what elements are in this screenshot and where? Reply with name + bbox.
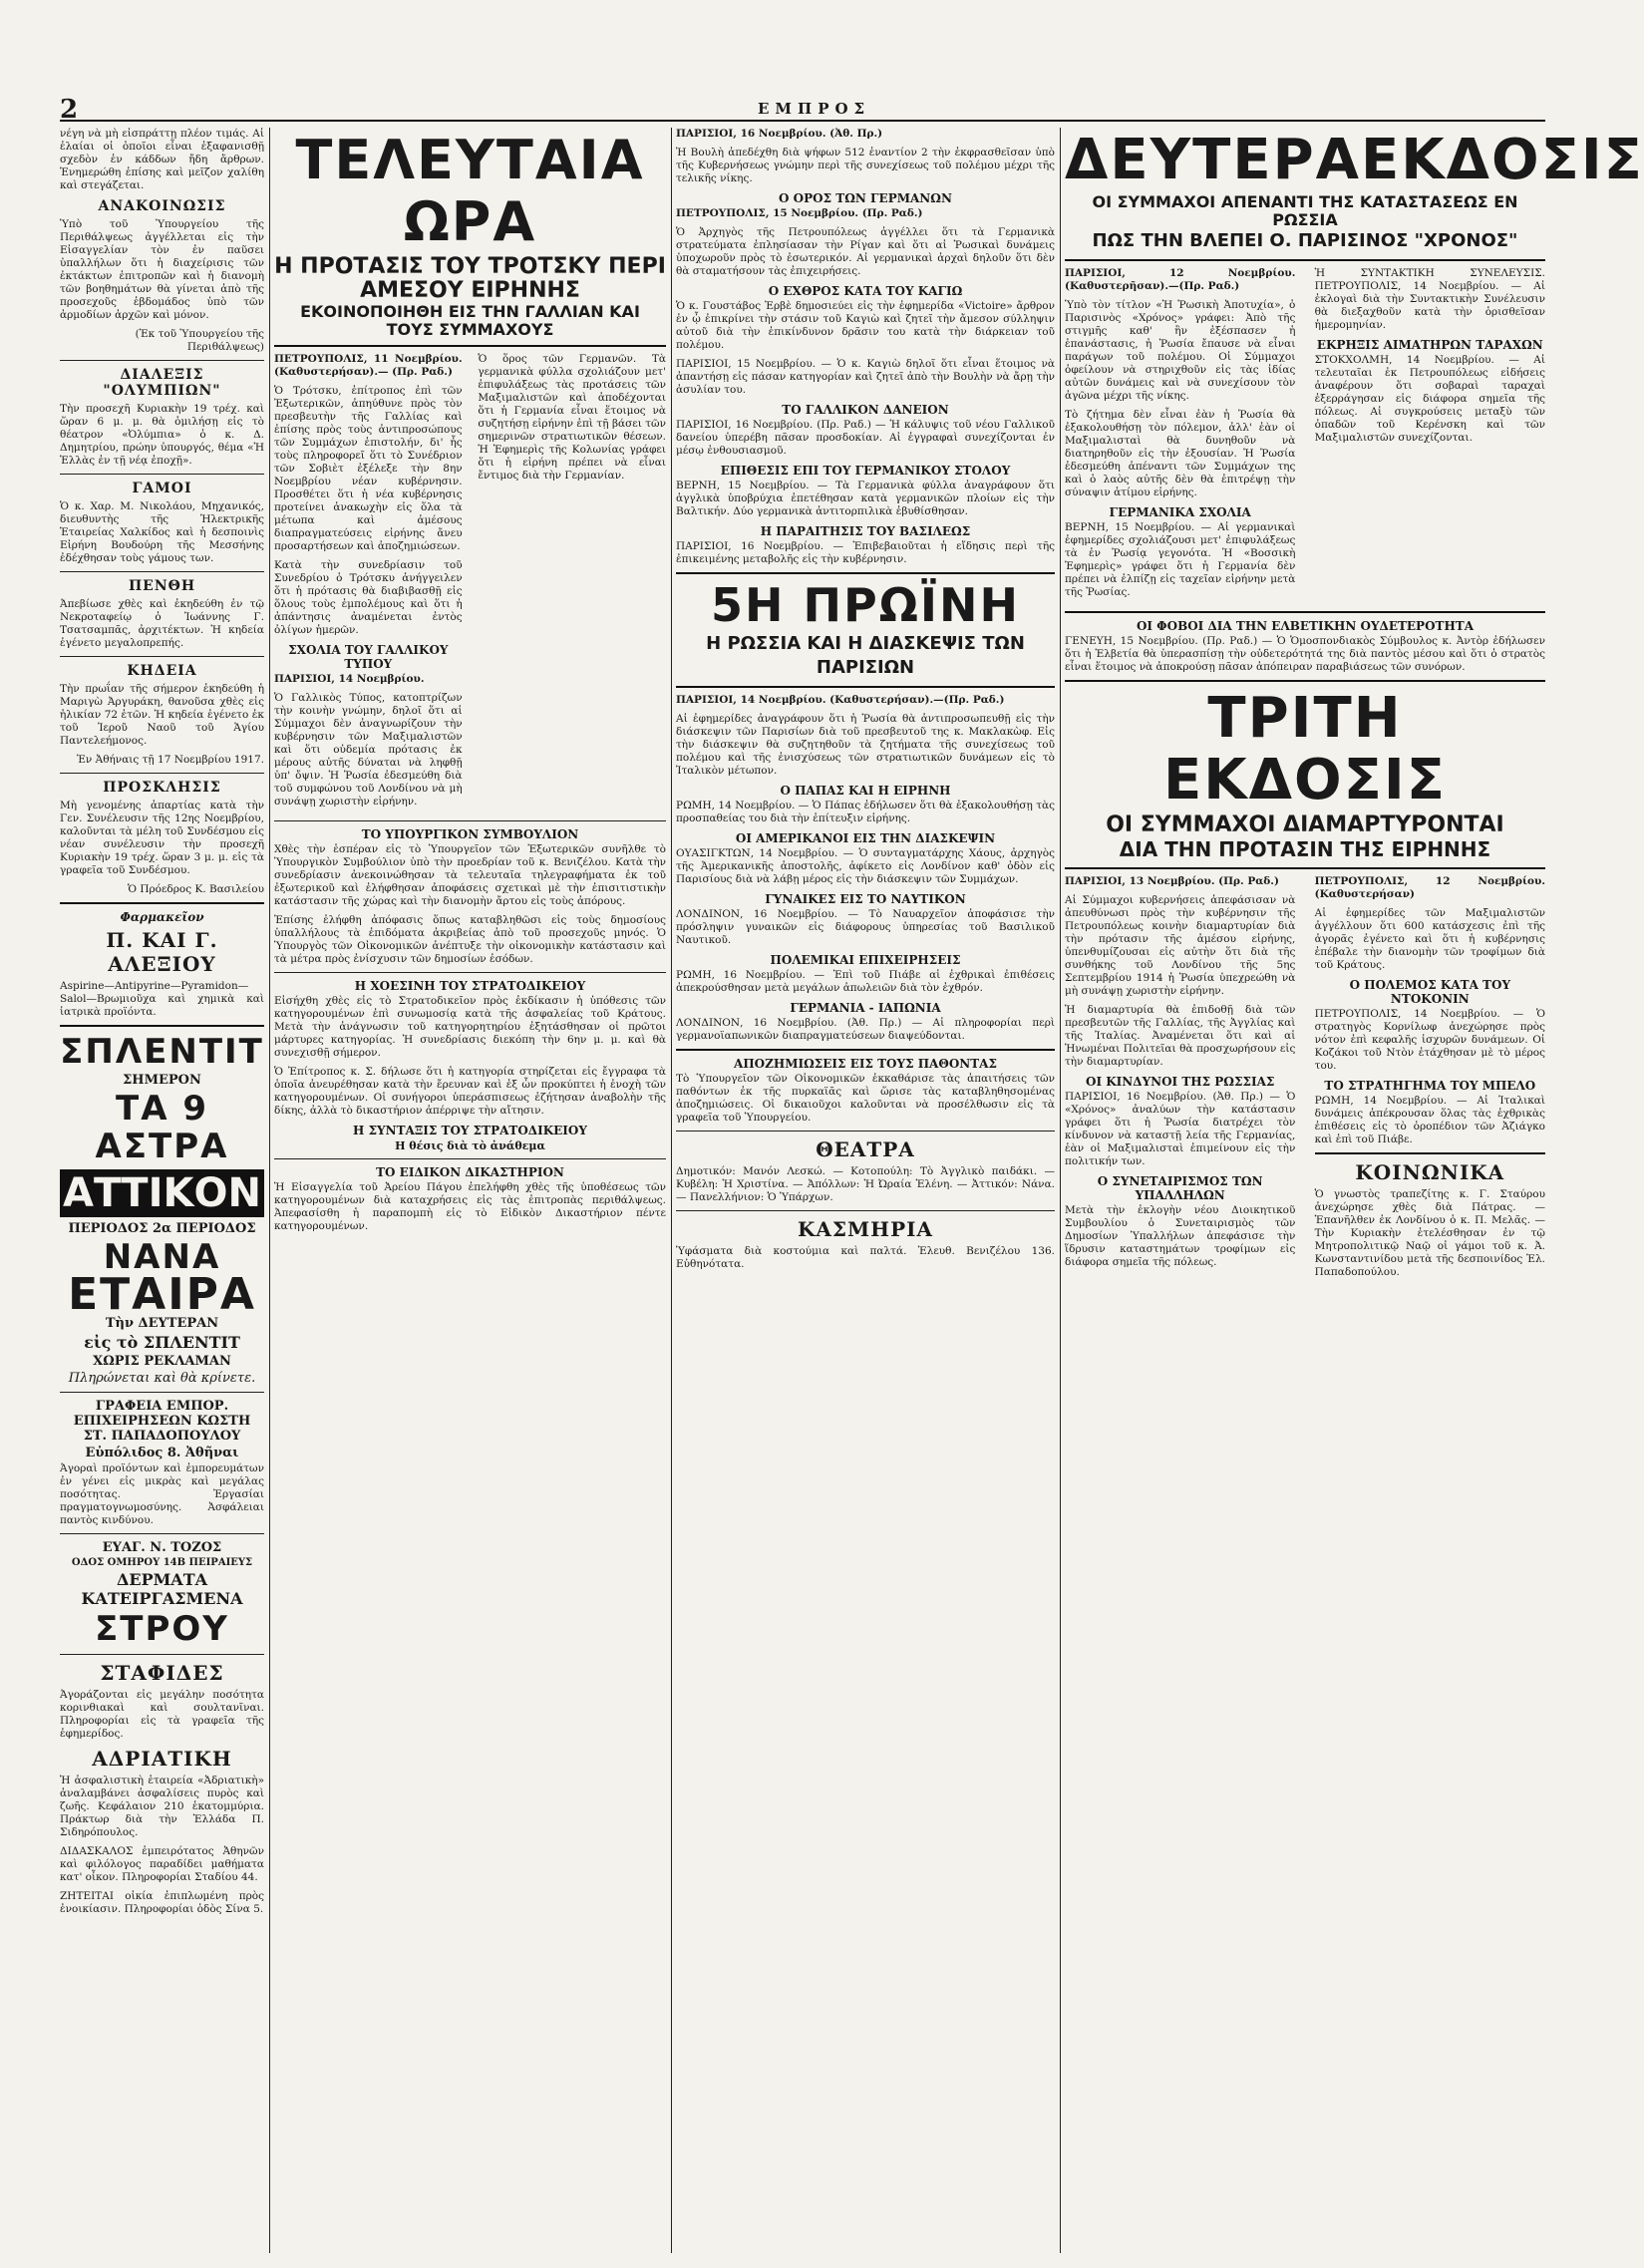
heading-epithesis: ΕΠΙΘΕΣΙΣ ΕΠΙ ΤΟΥ ΓΕΡΜΑΝΙΚΟΥ ΣΤΟΛΟΥ — [720, 464, 1011, 478]
ad-adriatiki: ΑΔΡΙΑΤΙΚΗ — [92, 1747, 232, 1771]
text-stratigia: ΡΩΜΗ, 14 Νοεμβρίου. — Αἱ Ἰταλικαὶ δυνάμεις ἀπέκρουσαν ὅλας τὰς ἐχθρικὰς ἐπιθέσεις εἰς τὸ ὀροπέδιον τῶν Ἀζιάγκο καὶ ἐπὶ τοῦ Πιάβε. — [1314, 1095, 1545, 1145]
heading-stratigia: ΤΟ ΣΤΡΑΤΗΓΗΜΑ ΤΟΥ ΜΠΕΛΟ — [1324, 1079, 1536, 1093]
article-left — [1065, 875, 1295, 1285]
heading-kasmiria: ΚΑΣΜΗΡΙΑ — [798, 1217, 933, 1241]
divider — [1065, 611, 1545, 613]
ad-grafeia: ΓΡΑΦΕΙΑ ΕΜΠΟΡ. ΕΠΙΧΕΙΡΗΣΕΩΝ ΚΩΣΤΗ ΣΤ. ΠΑΠΑΔΟΠΟΥΛΟΥ — [73, 1399, 251, 1444]
signature-prosklisis: Ὁ Πρόεδρος Κ. Βασιλείου — [127, 883, 264, 895]
divider — [60, 571, 264, 572]
banner-subtitle: Η ΠΡΟΤΑΣΙΣ ΤΟΥ ΤΡΟΤΣΚΥ ΠΕΡΙ ΑΜΕΣΟΥ ΕΙΡΗΝΗΣ — [274, 254, 666, 303]
article-right-text: Αἱ ἐφημερίδες τῶν Μαξιμαλιστῶν ἀγγέλλουν ὅτι 600 κατάσχεσις ἐπὶ τῆς ἀγορᾶς ἐγένετο καὶ ὅτι ἡ κυβέρνησις ἐπέβαλε τὴν διανομὴν τῶν τροφίμων διὰ τοῦ Κράτους. — [1314, 907, 1545, 971]
dateline: ΠΑΡΙΣΙΟΙ, 13 Νοεμβρίου. (Πρ. Ραδ.) — [1065, 875, 1279, 887]
farmakeion-name: Π. ΚΑΙ Γ. ΑΛΕΞΙΟΥ — [106, 928, 218, 976]
column-3 — [676, 128, 1055, 2253]
divider — [60, 902, 264, 904]
divider — [60, 1654, 264, 1655]
column-2 — [274, 128, 666, 2253]
masthead: ΕΜΠΡΟΣ — [758, 100, 871, 118]
heading-thesis: Η θέσις διὰ τὸ ἀνάθεμα — [395, 1139, 545, 1152]
two-column-article — [1065, 875, 1545, 1285]
text-gamoi: Ὁ κ. Χαρ. Μ. Νικολάου, Μηχανικός, διευθυντὴς τῆς Ἠλεκτρικῆς Ἑταιρείας Χαλκίδος καὶ ἡ δεσποινὶς Εἰρήνη Βουδούρη τῆς Μεσσήνης ἐδέχθησαν τοὺς γάμους των. — [60, 500, 264, 564]
signature-kideia: Ἐν Ἀθήναις τῇ 17 Νοεμβρίου 1917. — [76, 754, 264, 766]
divider — [60, 474, 264, 475]
divider — [60, 1392, 264, 1393]
text-theatra: Δημοτικόν: Μανόν Λεσκώ. — Κοτοπούλη: Τὸ Ἀγγλικὸ παιδάκι. — Κυβέλη: Ἡ Χριστίνα. — Ἀπόλλων: Ἡ Ὠραία Ἑλένη. — Ἀττικόν: Νάνα. — Πανελλήνιον: Ὁ Ὑπάρχων. — [676, 1165, 1055, 1203]
article-text: Αἱ Σύμμαχοι κυβερνήσεις ἀπεφάσισαν νὰ ἀπευθύνωσι πρὸς τὴν κυβέρνησιν τῆς Πετρουπόλεως κοινὴν διαμαρτυρίαν διὰ τὴν πρότασιν τῆς ἀμέσου εἰρήνης, ὑπενθυμίζουσαι εἰς αὐτὴν ὅτι διὰ τῆς συνθήκης τοῦ Λονδίνου τῆς 5ης Σεπτεμβρίου 1914 ἡ Ῥωσία ὑπεχρεώθη νὰ μὴ συνάψῃ χωριστὴν εἰρήνην. — [1065, 894, 1296, 997]
ad-attikon: ΑΤΤΙΚΟΝ — [60, 1169, 264, 1217]
farmakeion-text: Aspirine—Antipyrine—Pyramidon—Salol—Βρωμιοῦχα καὶ χημικὰ καὶ ἰατρικὰ προϊόντα. — [60, 980, 264, 1018]
text-apozimioseis: Τὸ Ὑπουργεῖον τῶν Οἰκονομικῶν ἐκκαθάρισε τὰς ἀπαιτήσεις τῶν παθόντων ἐκ τῆς πυρκαϊᾶς καὶ ὥρισε τὰς καταβληθησομένας ἀποζημιώσεις. Οἱ δικαιοῦχοι καλοῦνται νὰ προσέλθωσιν εἰς τὰ γραφεῖα τοῦ Ὑπουργείου. — [676, 1073, 1055, 1124]
heading-germanika: ΓΕΡΜΑΝΙΚΑ ΣΧΟΛΙΑ — [1109, 505, 1251, 519]
divider — [274, 1158, 666, 1159]
article-right — [1315, 875, 1545, 1285]
banner-deutera-ekdosis: ΔΕΥΤΕΡΑΕΚΔΟΣΙΣ — [1065, 128, 1644, 192]
heading-fovoi: ΟΙ ΦΟΒΟΙ ΔΙΑ ΤΗΝ ΕΛΒΕΤΙΚΗΝ ΟΥΔΕΤΕΡΟΤΗΤΑ — [1136, 619, 1475, 633]
divider — [60, 1025, 264, 1027]
text-germania: ΛΟΝΔΙΝΟΝ, 16 Νοεμβρίου. (Ἀθ. Πρ.) — Αἱ πληροφορίαι περὶ γερμανοϊαπωνικῶν διαπραγματεύσεων διαψεύδονται. — [676, 1017, 1055, 1042]
heading-gallikon: ΤΟ ΓΑΛΛΙΚΟΝ ΔΑΝΕΙΟΝ — [782, 403, 949, 417]
two-column-article — [274, 353, 666, 814]
divider — [676, 572, 1055, 574]
text-prosklisis: Μὴ γενομένης ἀπαρτίας κατὰ τὴν Γεν. Συνέλευσιν τῆς 12ης Νοεμβρίου, καλοῦνται τὰ μέλη τοῦ Συνδέσμου εἰς νέαν συνέλευσιν τὴν προσεχῆ Κυριακὴν 19 τρέχ. ὥραν 3 μ. μ. εἰς τὰ γραφεῖα τοῦ Συνδέσμου. — [60, 800, 264, 876]
text-kasmiria: Ὑφάσματα διὰ κοστούμια καὶ παλτά. Ἐλευθ. Βενιζέλου 136. Εὐθηνότατα. — [676, 1245, 1055, 1270]
text-polemikai: ΡΩΜΗ, 16 Νοεμβρίου. — Ἐπὶ τοῦ Πιάβε αἱ ἐχθρικαὶ ἐπιθέσεις ἀπεκρούσθησαν μετὰ μεγάλων ἀπωλειῶν διὰ τὸν ἐχθρόν. — [676, 969, 1055, 994]
heading-aimat: ΕΚΡΗΞΙΣ ΑΙΜΑΤΗΡΩΝ ΤΑΡΑΧΩΝ — [1316, 338, 1543, 352]
text-gynaikes: ΛΟΝΔΙΝΟΝ, 16 Νοεμβρίου. — Τὸ Ναυαρχεῖον ἀποφάσισε τὴν πρόσληψιν γυναικῶν εἰς διάφορους ὑπηρεσίας τοῦ Βασιλικοῦ Ναυτικοῦ. — [676, 908, 1055, 946]
divider — [274, 345, 666, 347]
banner-deutera-subtitle-2: ΠΩΣ ΤΗΝ ΒΛΕΠΕΙ Ο. ΠΑΡΙΣΙΝΟΣ "ΧΡΟΝΟΣ" — [1092, 230, 1518, 251]
ad-xoris: ΧΩΡΙΣ ΡΕΚΛΑΜΑΝ — [93, 1354, 231, 1369]
heading-anakoinoseis: ΑΝΑΚΟΙΝΩΣΙΣ — [98, 198, 226, 214]
text-xoesin-2: Ὁ Ἐπίτροπος κ. Σ. δήλωσε ὅτι ἡ κατηγορία στηρίζεται εἰς ἔγγραφα τὰ ὁποῖα ἀνευρέθησαν κατὰ τὴν ἔρευναν καὶ ἐξ ὧν προκύπτει ἡ ἐνοχὴ τῶν κατηγορουμένων. Οἱ συνήγοροι ὑπεράσπισεως ἐζήτησαν ἀναβολὴν τῆς δίκης, ἀλλὰ τὸ δικαστήριον ἀπέρριψε τὴν αἴτησιν. — [274, 1066, 666, 1117]
divider — [676, 1049, 1055, 1051]
ad-eis-to: εἰς τὸ ΣΠΛΕΝΤΙΤ — [84, 1333, 240, 1352]
heading-germania: ΓΕΡΜΑΝΙΑ - ΙΑΠΩΝΙΑ — [790, 1001, 941, 1015]
heading-gamoi: ΓΑΜΟΙ — [132, 481, 192, 496]
banner-triti-subtitle-2: ΔΙΑ ΤΗΝ ΠΡΟΤΑΣΙΝ ΤΗΣ ΕΙΡΗΝΗΣ — [1119, 837, 1491, 861]
ad-tozos: ΕΥΑΓ. Ν. ΤΟΖΟΣ — [102, 1540, 222, 1555]
heading-amerikanoi: ΟΙ ΑΜΕΡΙΚΑΝΟΙ ΕΙΣ ΤΗΝ ΔΙΑΣΚΕΨΙΝ — [735, 831, 996, 845]
divider — [60, 1533, 264, 1534]
divider — [1065, 867, 1545, 869]
heading-kideia: ΚΗΔΕΙΑ — [127, 663, 197, 679]
text-fovoi: ΓΕΝΕΥΗ, 15 Νοεμβρίου. (Πρ. Ραδ.) — Ὁ Ὁμοσπονδιακὸς Σύμβουλος κ. Ἀντὸρ ἐδήλωσεν ὅτι ἡ Ἑλβετία θὰ ὑπερασπίσῃ τὴν οὐδετερότητά της διὰ παντὸς μέσου καὶ ὅτι ὁ στρατὸς εἶναι ἕτοιμος νὰ ἀποκρούσῃ πᾶσαν ἀπόπειραν παραβιάσεως τῶν συνόρων. — [1065, 635, 1545, 673]
text-gallikon: ΠΑΡΙΣΙΟΙ, 16 Νοεμβρίου. (Πρ. Ραδ.) — Ἡ κάλυψις τοῦ νέου Γαλλικοῦ δανείου ὑπερέβη πᾶσαν προσδοκίαν. Αἱ ἐγγραφαὶ συνεχίζονται ἐν μέσῳ ἐνθουσιασμοῦ. — [676, 419, 1055, 457]
heading-koinonika: ΚΟΙΝΩΝΙΚΑ — [1355, 1160, 1505, 1184]
banner-subtitle-2: ΕΚΟΙΝΟΠΟΙΗΘΗ ΕΙΣ ΤΗΝ ΓΑΛΛΙΑΝ ΚΑΙ ΤΟΥΣ ΣΥΜΜΑΧΟΥΣ — [300, 302, 640, 339]
divider — [676, 686, 1055, 688]
heading-synetairismos: Ο ΣΥΝΕΤΑΙΡΙΣΜΟΣ ΤΩΝ ΥΠΑΛΛΗΛΩΝ — [1097, 1174, 1263, 1202]
text-koinonika: Ὁ γνωστὸς τραπεζίτης κ. Γ. Σταύρου ἀνεχώρησε χθὲς διὰ Πάτρας. — Ἐπανῆλθεν ἐκ Λονδίνου ὁ κ. Π. Μελᾶς. — Τὴν Κυριακὴν ἐτελέσθησαν ἐν τῷ Μητροπολιτικῷ Ναῷ οἱ γάμοι τοῦ κ. Ἀ. Κωνσταντινίδου μετὰ τῆς δεσποινίδος Ἑλ. Παπαδοπούλου. — [1314, 1188, 1545, 1278]
heading-ypourgikon: ΤΟ ΥΠΟΥΡΓΙΚΟΝ ΣΥΜΒΟΥΛΙΟΝ — [361, 827, 579, 841]
ad-ta9astra: ΤΑ 9 ΑΣΤΡΑ — [95, 1089, 229, 1166]
column-divider — [1060, 128, 1061, 2253]
divider — [1315, 1152, 1545, 1154]
article-text: Ὁ Τρότσκυ, ἐπίτροπος ἐπὶ τῶν Ἐξωτερικῶν, ἀπηύθυνε πρὸς τὸν πρεσβευτὴν τῆς Γαλλίας καὶ ἐπίσης πρὸς τοὺς ἀντιπροσώπους τῶν Συμμάχων ἐπιστολήν, δι' ἧς τοὺς πληροφορεῖ ὅτι τὸ Συνέδριον τῶν Σοβιὲτ ἐξέλεξε τὴν 8ην Νοεμβρίου νέαν κυβέρνησιν. Προσθέτει ὅτι ἡ νέα κυβέρνησις προτείνει ἀνακωχὴν εἰς ὅλα τὰ μέτωπα καὶ ἀμέσους διαπραγματεύσεις εἰρήνης ἄνευ προσαρτήσεων καὶ ἀποζημιώσεων. — [274, 385, 463, 552]
ad-deuteran: Τὴν ΔΕΥΤΕΡΑΝ — [105, 1316, 219, 1331]
scholia-dateline: ΠΑΡΙΣΙΟΙ, 14 Νοεμβρίου. — [274, 673, 425, 685]
text-kinoynoi: ΠΑΡΙΣΙΟΙ, 16 Νοεμβρίου. (Ἀθ. Πρ.) — Ὁ «Χρόνος» ἀναλύων τὴν κατάστασιν γράφει ὅτι ἡ Ῥωσία διατρέχει τὸν κίνδυνον νὰ καταστῇ λεία τῆς Γερμανίας, ἐὰν οἱ Μαξιμαλισταὶ ἐπιμείνουν εἰς τὴν πολιτικήν των. — [1065, 1091, 1296, 1167]
banner-5h-proini: 5Η ΠΡΩΪΝΗ — [711, 578, 1020, 632]
text-oros: Ὁ Ἀρχηγὸς τῆς Πετρουπόλεως ἀγγέλλει ὅτι τὰ Γερμανικὰ στρατεύματα ἐπλησίασαν τὴν Ρίγαν καὶ ὅτι αἱ Ῥωσικαὶ δυνάμεις ὑποχωροῦν πρὸς τὸ ἐσωτερικόν. Αἱ γερμανικαὶ ἀρχαὶ δηλοῦν ὅτι δὲν θὰ σταματήσουν τὰς ἐπιχειρήσεις. — [676, 226, 1055, 277]
article-text: Ὑπὸ τὸν τίτλον «Ἡ Ῥωσικὴ Ἀποτυχία», ὁ Παρισινὸς «Χρόνος» γράφει: Ἀπὸ τῆς στιγμῆς καθ' ἣν ἐξέσπασεν ἡ ἐπανάστασις, ἡ Ῥωσία ἔπαυσε νὰ εἶναι παράγων τοῦ πολέμου. Οἱ Σύμμαχοι ὀφείλουν νὰ στηριχθοῦν εἰς τὰς ἰδίας αὐτῶν δυνάμεις καὶ νὰ συνεχίσουν τὸν ἀγῶνα μέχρι τῆς νίκης. — [1065, 299, 1296, 402]
heading-theatra: ΘΕΑΤΡΑ — [816, 1137, 915, 1161]
heading-gynaikes: ΓΥΝΑΙΚΕΣ ΕΙΣ ΤΟ ΝΑΥΤΙΚΟΝ — [765, 892, 966, 906]
ad-etaira: ΕΤΑΙΡΑ — [68, 1269, 256, 1320]
heading-syntaxis: Η ΣΥΝΤΑΞΙΣ ΤΟΥ ΣΤΡΑΤΟΔΙΚΕΙΟΥ — [353, 1124, 587, 1137]
banner-5h-subtitle: Η ΡΩΣΣΙΑ ΚΑΙ Η ΔΙΑΣΚΕΨΙΣ ΤΩΝ ΠΑΡΙΣΙΩΝ — [706, 633, 1025, 678]
intro-text: νέγη νὰ μὴ εἰσπράττῃ πλέον τιμάς. Αἱ ἐλαίαι οἱ ὁποῖοι εἶναι ἐξαφανισθῇ σχεδὸν ἐν κάδδων ἤδη ἄρθρων. Ἐνημερώθη ἐπίσης καὶ μεῖζον χαλίθη καὶ στεγάζεται. — [60, 128, 264, 191]
text-germanika: ΒΕΡΝΗ, 15 Νοεμβρίου. — Αἱ γερμανικαὶ ἐφημερίδες σχολιάζουσι μετ' ἐπιφυλάξεως τὰ ἐν Ῥωσίᾳ γεγονότα. Ἡ «Βοσσικὴ Ἐφημερὶς» γράφει ὅτι ἡ Γερμανία δὲν πρέπει νὰ ἐλπίζῃ εἰς ταχεῖαν εἰρήνην μετὰ τῆς Ῥωσίας. — [1065, 521, 1296, 598]
text-eidikon: Ἡ Εἰσαγγελία τοῦ Ἀρείου Πάγου ἐπελήφθη χθὲς τῆς ὑποθέσεως τῶν κατηγορουμένων διὰ καταχρήσεις εἰς τὰς ἐπιτροπὰς περιθάλψεως. Ἀπεφασίσθη ἡ παραπομπὴ εἰς τὸ Εἰδικὸν Δικαστήριον πέντε κατηγορουμένων. — [274, 1181, 666, 1232]
ad-stafides-text: Ἀγοράζονται εἰς μεγάλην ποσότητα κορινθιακαὶ καὶ σουλτανῖναι. Πληροφορίαι εἰς τὰ γραφεῖα τῆς ἐφημερίδος. — [60, 1689, 264, 1740]
text-papas: ΡΩΜΗ, 14 Νοεμβρίου. — Ὁ Πάπας ἐδήλωσεν ὅτι θὰ ἐξακολουθήσῃ τὰς προσπαθείας του διὰ τὴν ἐπίτευξιν εἰρήνης. — [676, 800, 1055, 824]
divider — [1065, 680, 1545, 682]
ad-grafeia-text: Ἀγοραὶ προϊόντων καὶ ἐμπορευμάτων ἐν γένει εἰς μικρὰς καὶ μεγάλας ποσότητας. Ἐργασίαι πραγματογνωμοσύνης. Ἀσφάλειαι παντὸς κινδύνου. — [60, 1462, 264, 1526]
divider — [274, 820, 666, 821]
dateline: ΠΑΡΙΣΙΟΙ, 12 Νοεμβρίου. (Καθυστερῆσαν).—(Πρ. Ραδ.) — [1065, 267, 1296, 292]
text-kafigo: Ὁ κ. Γουστάβος Ἐρβὲ δημοσιεύει εἰς τὴν ἐφημερίδα «Victoire» ἄρθρον ἐν ᾧ ἐπικρίνει τὴν στάσιν τοῦ Καγιὼ καὶ ζητεῖ τὴν ἄμεσον σύλληψιν αὐτοῦ διὰ τὴν ἐπικίνδυνον δρᾶσιν του κατὰ τὴν διάρκειαν τοῦ πολέμου. — [676, 300, 1055, 351]
column-divider — [269, 128, 270, 2253]
text-epithesis: ΒΕΡΝΗ, 15 Νοεμβρίου. — Τὰ Γερμανικὰ φύλλα ἀναγράφουν ὅτι ἀγγλικὰ ὑποβρύχια ἐπετέθησαν κατὰ γερμανικῶν πλοίων εἰς τὴν Βαλτικήν. Δύο γερμανικὰ ἀντιτορπιλικὰ ἐβυθίσθησαν. — [676, 480, 1055, 517]
text-kafigo-2: ΠΑΡΙΣΙΟΙ, 15 Νοεμβρίου. — Ὁ κ. Καγιὼ δηλοῖ ὅτι εἶναι ἕτοιμος νὰ ἀπαντήσῃ εἰς πάσαν κατηγορίαν καὶ ζητεῖ ἀπὸ τὴν Βουλὴν νὰ ἄρῃ τὴν ἀσυλίαν του. — [676, 358, 1055, 396]
heading-papas: Ο ΠΑΠΑΣ ΚΑΙ Η ΕΙΡΗΝΗ — [780, 784, 951, 798]
ad-stroy: ΣΤΡΟΥ — [95, 1609, 229, 1649]
text-ypourgikon-2: Ἐπίσης ἐλήφθη ἀπόφασις ὅπως καταβληθῶσι εἰς τοὺς δημοσίους ὑπαλλήλους τὰ ἐπιδόματα ἀκριβείας ἀπὸ τοῦ προσεχοῦς μηνός. Ὁ Ὑπουργὸς τῶν Οἰκονομικῶν ἀνέπτυξε τὴν οἰκονομικὴν κατάστασιν καὶ τὰ μέτρα πρὸς ἐνίσχυσιν τῶν δημοσίων ἐσόδων. — [274, 914, 666, 965]
article-right — [1315, 267, 1545, 605]
top-rule — [60, 120, 1545, 122]
text-dialexis: Τὴν προσεχῆ Κυριακὴν 19 τρέχ. καὶ ὥραν 6 μ. μ. θὰ ὁμιλήσῃ εἰς τὸ θέατρον «Ὀλύμπια» ὁ κ. Δ. Δημητρίου, πρώην ὑπουργός, θέμα «Ἡ Ἑλλὰς ἐν τῇ νέᾳ ἐποχῇ». — [60, 403, 264, 467]
ad-simeron: ΣΗΜΕΡΟΝ — [123, 1073, 201, 1088]
ad-grafeia-addr: Εὐπόλιδος 8. Ἀθῆναι — [85, 1446, 239, 1460]
heading-apozimioseis: ΑΠΟΖΗΜΙΩΣΕΙΣ ΕΙΣ ΤΟΥΣ ΠΑΘΟΝΤΑΣ — [734, 1057, 997, 1071]
b-dateline: ΠΑΡΙΣΙΟΙ, 14 Νοεμβρίου. (Καθυστερήσαν).—(Πρ. Ραδ.) — [676, 694, 1005, 706]
divider — [1065, 259, 1545, 261]
banner-triti-ekdosis: ΤΡΙΤΗ ΕΚΔΟΣΙΣ — [1163, 686, 1447, 812]
b-text: Αἱ ἐφημερίδες ἀναγράφουν ὅτι ἡ Ῥωσία θὰ ἀντιπροσωπευθῇ εἰς τὴν διάσκεψιν τῶν Παρισίων διὰ τοῦ πρεσβευτοῦ της κ. Μακλακὼφ. Εἰς τὴν διάσκεψιν θὰ συζητηθοῦν τὰ ζητήματα τῆς συνεχίσεως τοῦ πολέμου καὶ τῆς ἐνισχύσεως τῶν στρατιωτικῶν δυνάμεων εἰς τὸ Ἰταλικὸν μέτωπον. — [676, 713, 1055, 777]
divider — [60, 360, 264, 361]
divider — [676, 1210, 1055, 1211]
column-4 — [1065, 128, 1644, 2253]
ad-xoris-sub: Πληρώνεται καὶ θὰ κρίνετε. — [68, 1371, 256, 1386]
article-right-text: Ὁ ὅρος τῶν Γερμανῶν. Τὰ γερμανικὰ φύλλα σχολιάζουν μετ' ἐπιφυλάξεως τὰς προτάσεις τῶν Μαξιμαλιστῶν καὶ ἀποδέχονται ὅτι ἡ Γερμανία εἶναι ἕτοιμος νὰ συζητήσῃ εἰρήνην ἐπὶ τῇ βάσει τῶν σημερινῶν στρατιωτικῶν θέσεων. Ἡ Ἐφημερὶς τῆς Κολωνίας γράφει ὅτι ἡ εἰρήνη πρέπει νὰ εἶναι ἔντιμος διὰ τὴν Γερμανίαν. — [478, 353, 666, 482]
oros-dateline: ΠΕΤΡΟΥΠΟΛΙΣ, 15 Νοεμβρίου. (Πρ. Ραδ.) — [676, 207, 923, 219]
heading-paraitisis: Η ΠΑΡΑΙΤΗΣΙΣ ΤΟΥ ΒΑΣΙΛΕΩΣ — [760, 524, 971, 538]
text-ypourgikon: Χθὲς τὴν ἑσπέραν εἰς τὸ Ὑπουργεῖον τῶν Ἐξωτερικῶν συνῆλθε τὸ Ὑπουργικὸν Συμβούλιον ὑπὸ τὴν προεδρίαν τοῦ κ. Βενιζέλου. Κατὰ τὴν συνεδρίασιν ἀνεκοινώθησαν τὰ τελευταῖα τηλεγραφήματα ἐκ τοῦ ἐξωτερικοῦ καὶ ἐλήφθησαν ἀποφάσεις σχετικαὶ μὲ τὴν ἐπισιτιστικὴν κατάστασιν τῆς χώρας καὶ τὴν διανομὴν ἄρτου εἰς τοὺς ἀπόρους. — [274, 843, 666, 907]
ad-periodos: ΠΕΡΙΟΔΟΣ 2α ΠΕΡΙΟΔΟΣ — [68, 1221, 256, 1236]
text-anakoinoseis: Ὑπὸ τοῦ Ὑπουργείου τῆς Περιθάλψεως ἀγγέλλεται εἰς τὴν Εἰσαγγελίαν τὸν ἐν παῦσει ὑπαλλήλων ὅτι ἡ διαχείρισις τῶν ἐκτάκτων ἐπιτροπῶν καὶ ἡ διανομὴ τῶν βοηθημάτων θὰ γίνεται ἀπὸ τῆς προσεχοῦς ἑβδομάδος ὑπὸ τῶν ἀρμοδίων ἀρχῶν καὶ μόνον. — [60, 218, 264, 321]
heading-farmakeion: Φαρμακεῖον — [120, 910, 204, 924]
text-aimat: ΣΤΟΚΧΟΛΜΗ, 14 Νοεμβρίου. — Αἱ τελευταῖαι ἐκ Πετρουπόλεως εἰδήσεις ἀναφέρουν ὅτι σοβαραὶ ταραχαὶ ἐξερράγησαν εἰς διάφορα σημεῖα τῆς πόλεως. Αἱ συγκρούσεις μεταξὺ τῶν ὀπαδῶν τοῦ Κερένσκη καὶ τῶν Μαξιμαλιστῶν συνεχίζονται. — [1314, 354, 1545, 444]
ad-adriatiki-text: Ἡ ἀσφαλιστικὴ ἑταιρεία «Ἀδριατικὴ» ἀναλαμβάνει ἀσφαλίσεις πυρὸς καὶ ζωῆς. Κεφάλαιον 210 ἑκατομμύρια. Πράκτωρ διὰ τὴν Ἑλλάδα Π. Σιδηρόπουλος. — [60, 1775, 264, 1838]
column-divider — [671, 128, 672, 2253]
divider — [676, 1131, 1055, 1132]
heading-prosklisis: ΠΡΟΣΚΛΗΣΙΣ — [103, 780, 221, 796]
text-amerikanoi: ΟΥΑΣΙΓΚΤΩΝ, 14 Νοεμβρίου. — Ὁ συνταγματάρχης Χάους, ἀρχηγὸς τῆς Ἀμερικανικῆς ἀποστολῆς, ἀφίκετο εἰς Λονδίνον καθ' ὁδὸν εἰς Παρισίους διὰ νὰ λάβῃ μέρος εἰς τὴν διάσκεψιν τῶν Συμμάχων. — [676, 847, 1055, 885]
article-text: Ἡ Βουλὴ ἀπεδέχθη διὰ ψήφων 512 ἐναντίον 2 τὴν ἐκφρασθεῖσαν ὑπὸ τῆς Κυβερνήσεως γνώμην περὶ τῆς συνεχίσεως τοῦ πολέμου μέχρι τῆς τελικῆς νίκης. — [676, 147, 1055, 184]
text-xoesin: Εἰσήχθη χθὲς εἰς τὸ Στρατοδικεῖον πρὸς ἐκδίκασιν ἡ ὑπόθεσις τῶν κατηγορουμένων ἐπὶ συνωμοσίᾳ κατὰ τῆς ἀσφαλείας τοῦ Κράτους. Μετὰ τὴν ἀνάγνωσιν τοῦ κατηγορητηρίου ἐξητάσθησαν οἱ πρῶτοι μάρτυρες κατηγορίας. Ἡ συνεδρίασις διεκόπη τὴν 6ην μ. μ. καὶ θὰ συνεχισθῇ σήμερον. — [274, 995, 666, 1059]
dateline: ΠΕΤΡΟΥΠΟΛΙΣ, 12 Νοεμβρίου. (Καθυστερήσαν) — [1314, 875, 1545, 900]
heading-polemikai: ΠΟΛΕΜΙΚΑΙ ΕΠΙΧΕΙΡΗΣΕΙΣ — [770, 953, 961, 967]
two-column-article — [1065, 267, 1545, 605]
text-penthi: Ἀπεβίωσε χθὲς καὶ ἐκηδεύθη ἐν τῷ Νεκροταφείῳ ὁ Ἰωάννης Γ. Τσατσαμπᾶς, ἀρχιτέκτων. Ἡ κηδεία ἐγένετο μεγαλοπρεπής. — [60, 598, 264, 649]
article-text-2: Ἡ διαμαρτυρία θὰ ἐπιδοθῇ διὰ τῶν πρεσβευτῶν τῆς Γαλλίας, τῆς Ἀγγλίας καὶ τῆς Ἰταλίας. Ἀναμένεται ὅτι καὶ αἱ Ἡνωμέναι Πολιτεῖαι θὰ προσχωρήσουν εἰς τὴν διαμαρτυρίαν. — [1065, 1004, 1296, 1068]
ad-nana: ΝΑΝΑ — [103, 1237, 221, 1277]
article-text-2: Τὸ ζήτημα δὲν εἶναι ἐὰν ἡ Ῥωσία θὰ ἐξακολουθήσῃ τὸν πόλεμον, ἀλλ' ἐὰν οἱ Μαξιμαλισταὶ θὰ δυνηθοῦν νὰ διατηρηθοῦν εἰς τὴν ἐξουσίαν. Ἡ Ῥωσία ἐδεσμεύθη ἀπέναντι τῶν Συμμάχων της καὶ ὁ λαὸς αὐτῆς δὲν θὰ ἐπιτρέψῃ τὴν σύναψιν ἀτίμου εἰρήνης. — [1065, 409, 1296, 498]
divider — [60, 773, 264, 774]
divider — [60, 656, 264, 657]
heading-xoesin: Η ΧΟΕΣΙΝΗ ΤΟΥ ΣΤΡΑΤΟΔΙΚΕΙΟΥ — [354, 979, 586, 993]
banner-triti-subtitle: ΟΙ ΣΥΜΜΑΧΟΙ ΔΙΑΜΑΡΤΥΡΟΝΤΑΙ — [1106, 812, 1504, 837]
ad-splendit: ΣΠΛΕΝΤΙΤ — [60, 1032, 264, 1072]
heading-eidikon: ΤΟ ΕΙΔΙΚΟΝ ΔΙΚΑΣΤΗΡΙΟΝ — [376, 1165, 564, 1179]
dateline: ΠΑΡΙΣΙΟΙ, 16 Νοεμβρίου. (Ἀθ. Πρ.) — [676, 128, 883, 140]
text-kideia: Τὴν πρωΐαν τῆς σήμερον ἐκηδεύθη ἡ Μαριγὼ Ἀργυράκη, θανοῦσα χθὲς εἰς ἡλικίαν 72 ἐτῶν. Ἡ κηδεία ἐγένετο ἐκ τοῦ Ἱεροῦ Ναοῦ τοῦ Ἁγίου Παντελεήμονος. — [60, 683, 264, 747]
signature-anakoinoseis: (Ἐκ τοῦ Ὑπουργείου τῆς Περιθάλψεως) — [135, 328, 264, 353]
text-synetairismos: Μετὰ τὴν ἐκλογὴν νέου Διοικητικοῦ Συμβουλίου ὁ Συνεταιρισμὸς τῶν Δημοσίων Ὑπαλλήλων ἀπεφάσισε τὴν ἵδρυσιν καταστημάτων τροφίμων εἰς διάφορα σημεῖα τῆς πόλεως. — [1065, 1204, 1296, 1268]
scholia-text: Ὁ Γαλλικὸς Τύπος, κατοπτρίζων τὴν κοινὴν γνώμην, δηλοῖ ὅτι αἱ Σύμμαχοι δὲν ἀναγνωρίζουν τὴν κυβέρνησιν τῶν Μαξιμαλιστῶν καὶ ὅτι οὐδεμία πρότασις ἐκ μέρους αὐτῆς δύναται νὰ ληφθῇ ὑπ' ὄψιν. Ἡ Ῥωσία ἐδεσμεύθη διὰ τοῦ συμφώνου τοῦ Λονδίνου νὰ μὴ συνάψῃ χωριστὴν εἰρήνην. — [274, 692, 463, 808]
article-left — [274, 353, 463, 814]
article-right — [478, 353, 666, 814]
banner-deutera-subtitle: ΟΙ ΣΥΜΜΑΧΟΙ ΑΠΕΝΑΝΤΙ ΤΗΣ ΚΑΤΑΣΤΑΣΕΩΣ ΕΝ ΡΩΣΣΙΑ — [1092, 192, 1518, 229]
text-paraitisis: ΠΑΡΙΣΙΟΙ, 16 Νοεμβρίου. — Ἐπιβεβαιοῦται ἡ εἴδησις περὶ τῆς ἐπικειμένης μεταβολῆς εἰς τὴν κυβέρνησιν. — [676, 540, 1055, 565]
ad-stafides: ΣΤΑΦΙΔΕΣ — [100, 1661, 224, 1685]
ad-dermata: ΔΕΡΜΑΤΑ ΚΑΤΕΙΡΓΑΣΜΕΝΑ — [81, 1570, 243, 1608]
ad-zitites: ΖΗΤΕΙΤΑΙ οἰκία ἐπιπλωμένη πρὸς ἐνοικίασιν. Πληροφορίαι ὁδὸς Σίνα 5. — [60, 1890, 264, 1915]
banner-teleutaia-ora: ΤΕΛΕΥΤΑΙΑ ΩΡΑ — [295, 129, 645, 253]
text-ntokonin: ΠΕΤΡΟΥΠΟΛΙΣ, 14 Νοεμβρίου. — Ὁ στρατηγὸς Κορνίλωφ ἀνεχώρησε πρὸς νότον ἐπὶ κεφαλῆς ἰσχυρῶν δυνάμεων. Οἱ Κοζάκοι τοῦ Ντὸν ἐτάχθησαν μὲ τὸ μέρος του. — [1314, 1008, 1545, 1072]
article-right-text: Ἡ ΣΥΝΤΑΚΤΙΚΗ ΣΥΝΕΛΕΥΣΙΣ. ΠΕΤΡΟΥΠΟΛΙΣ, 14 Νοεμβρίου. — Αἱ ἐκλογαὶ διὰ τὴν Συντακτικὴν Συνέλευσιν θὰ διεξαχθοῦν κατὰ τὴν ὁρισθεῖσαν ἡμερομηνίαν. — [1314, 267, 1545, 331]
heading-kinoynoi: ΟΙ ΚΙΝΔΥΝΟΙ ΤΗΣ ΡΩΣΣΙΑΣ — [1086, 1075, 1275, 1089]
page-number: 2 — [60, 95, 79, 125]
dateline: ΠΕΤΡΟΥΠΟΛΙΣ, 11 Νοεμβρίου. (Καθυστερήσαν).— (Πρ. Ραδ.) — [274, 353, 463, 378]
heading-penthi: ΠΕΝΘΗ — [128, 578, 196, 594]
divider — [274, 972, 666, 973]
article-text-2: Κατὰ τὴν συνεδρίασιν τοῦ Συνεδρίου ὁ Τρότσκυ ἀνήγγειλεν ὅτι ἡ πρότασις θὰ διαβιβασθῇ εἰς ὅλους τοὺς ἐμπολέμους καὶ ὅτι ἡ ἀπάντησις ἀναμένεται ἐντὸς ὀλίγων ἡμερῶν. — [274, 559, 463, 636]
ad-tozos-addr: ΟΔΟΣ ΟΜΗΡΟΥ 14Β ΠΕΙΡΑΙΕΥΣ — [71, 1557, 253, 1568]
heading-ntokonin: Ο ΠΟΛΕΜΟΣ ΚΑΤΑ ΤΟΥ ΝΤΟΚΟΝΙΝ — [1349, 978, 1511, 1006]
heading-kafigo: Ο ΕΧΘΡΟΣ ΚΑΤΑ ΤΟΥ ΚΑΓΙΩ — [768, 284, 963, 298]
heading-dialexis: ΔΙΑΛΕΞΙΣ "ΟΛΥΜΠΙΩΝ" — [103, 367, 221, 399]
heading-oros: Ο ΟΡΟΣ ΤΩΝ ΓΕΡΜΑΝΩΝ — [779, 191, 952, 205]
heading-scholia: ΣΧΟΛΙΑ ΤΟΥ ΓΑΛΛΙΚΟΥ ΤΥΠΟΥ — [288, 643, 449, 671]
article-left — [1065, 267, 1295, 605]
column-1 — [60, 128, 264, 2253]
ad-didaskalos: ΔΙΔΑΣΚΑΛΟΣ ἐμπειρότατος Ἀθηνῶν καὶ φιλόλογος παραδίδει μαθήματα κατ' οἶκον. Πληροφορίαι Σταδίου 44. — [60, 1845, 264, 1883]
